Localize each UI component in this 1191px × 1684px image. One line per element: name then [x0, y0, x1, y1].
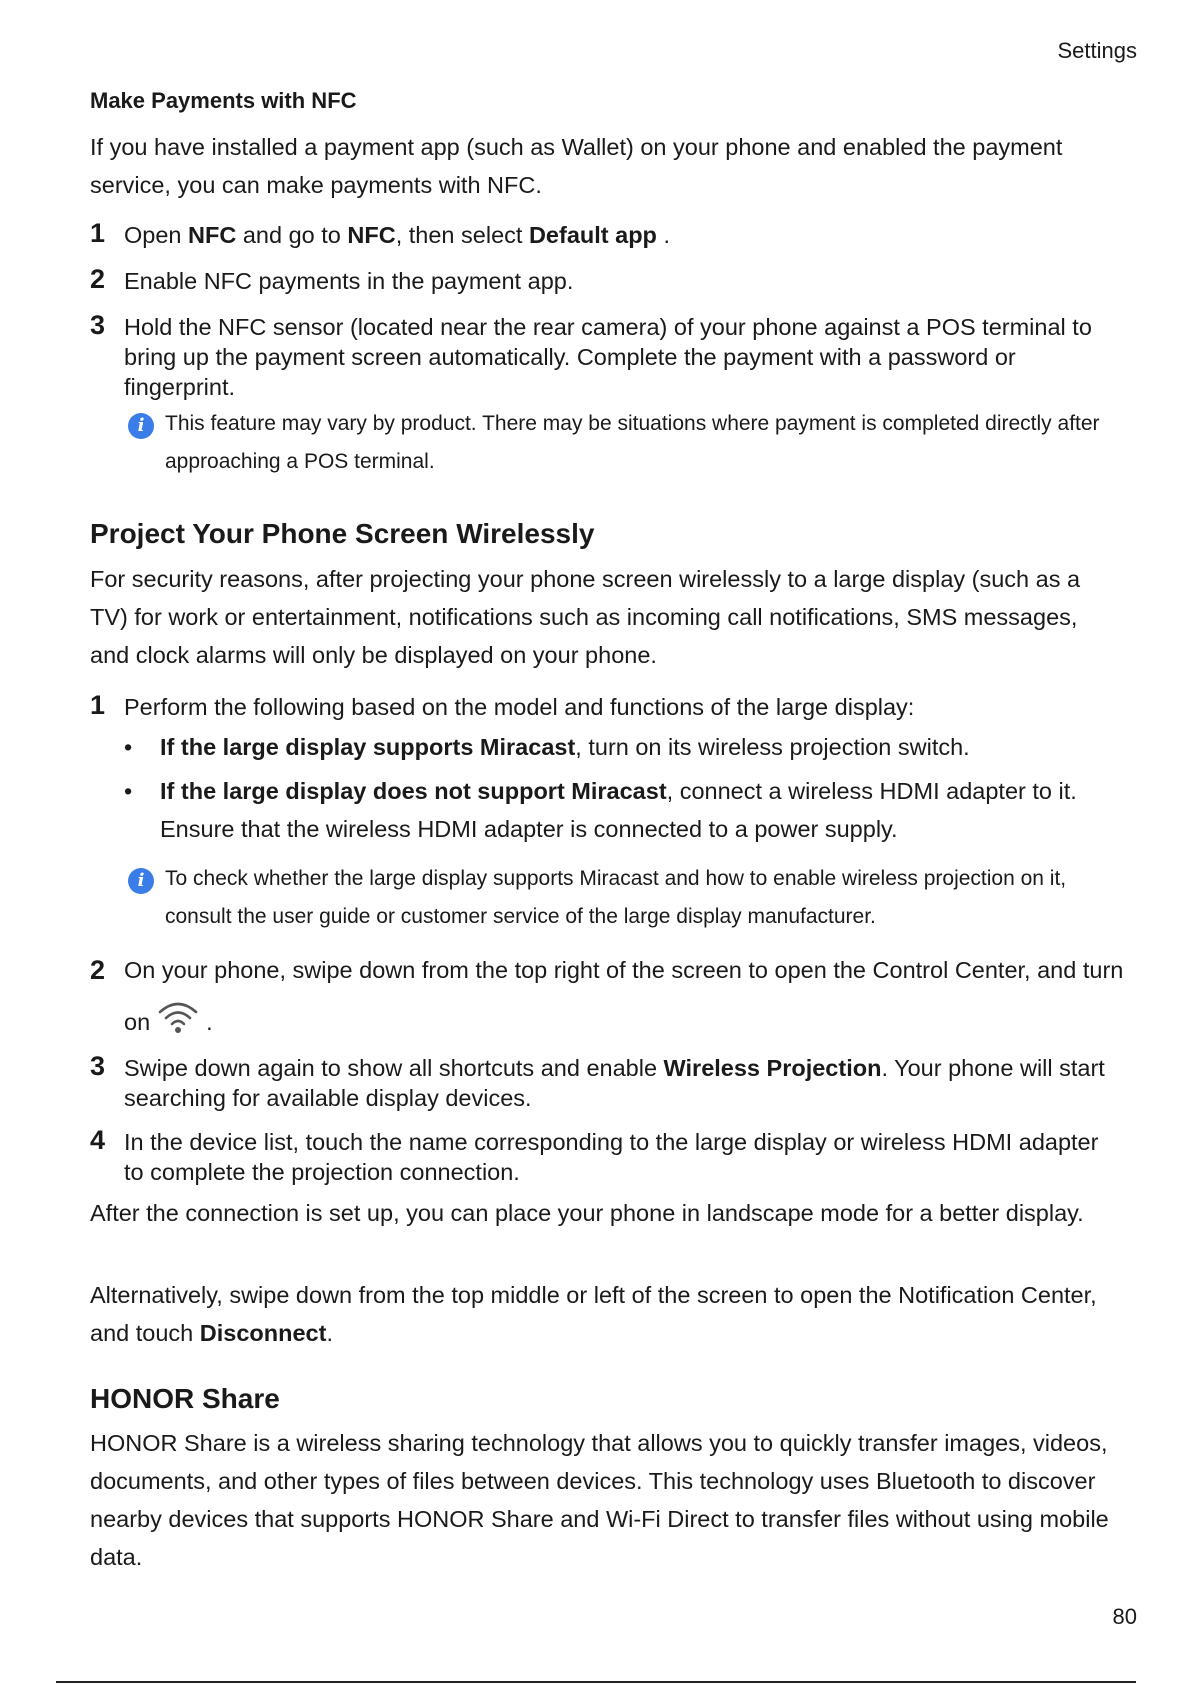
- honor-share-intro: HONOR Share is a wireless sharing technology that allows you to quickly transfer images, videos, documents, and other types of files between devices. This technology uses Bluetooth to discover nearby devices that supports HONOR Share and Wi-Fi Direct to transfer files without using mobile data.: [90, 1430, 1109, 1570]
- section-heading-honor-share: HONOR Share: [90, 1383, 280, 1414]
- bullet-dot: •: [124, 778, 133, 804]
- bullet-text: If the large display supports Miracast, turn on its wireless projection switch.: [160, 734, 970, 760]
- projection-intro: For security reasons, after projecting your phone screen wirelessly to a large display (such as a TV) for work or entertainment, notifications such as incoming call notifications, SMS messages, and clock alarms will only be displayed on your phone.: [90, 566, 1081, 668]
- wifi-icon: [156, 998, 200, 1054]
- step-number: 2: [90, 955, 106, 985]
- note-text: This feature may vary by product. There may be situations where payment is completed directly after approaching a POS terminal.: [165, 412, 1100, 473]
- step-text: Perform the following based on the model and functions of the large display:: [124, 694, 915, 720]
- step-text: In the device list, touch the name corresponding to the large display or wireless HDMI adapter to complete the projection connection.: [124, 1129, 1099, 1185]
- bullet-dot: •: [124, 734, 133, 760]
- page-number: 80: [1112, 1604, 1137, 1629]
- projection-alternative-text: Alternatively, swipe down from the top middle or left of the screen to open the Notification Center, and touch Disconnect.: [90, 1282, 1097, 1346]
- note-text: To check whether the large display supports Miracast and how to enable wireless projection on it, consult the user guide or customer service of the large display manufacturer.: [165, 867, 1067, 928]
- step-number: 4: [90, 1125, 106, 1155]
- step-number: 1: [90, 690, 106, 720]
- step-number: 2: [90, 264, 106, 294]
- nfc-intro: If you have installed a payment app (such as Wallet) on your phone and enabled the payment service, you can make payments with NFC.: [90, 134, 1063, 198]
- projection-after-text: After the connection is set up, you can place your phone in landscape mode for a better display.: [90, 1200, 1084, 1226]
- page-header: Settings: [1057, 38, 1137, 63]
- info-icon: i: [128, 868, 154, 894]
- step-text: Enable NFC payments in the payment app.: [124, 268, 574, 294]
- info-icon: i: [128, 413, 154, 439]
- bullet-text: If the large display does not support Miracast, connect a wireless HDMI adapter to it. Ensure that the wireless HDMI adapter is connected to a power supply.: [160, 778, 1077, 842]
- step-text: Hold the NFC sensor (located near the rear camera) of your phone against a POS terminal to bring up the payment screen automatically. Complete the payment with a password or fingerprint.: [124, 314, 1092, 400]
- step-number: 3: [90, 1051, 106, 1081]
- footer-divider: [56, 1681, 1136, 1683]
- step-number: 3: [90, 310, 106, 340]
- section-heading-nfc: Make Payments with NFC: [90, 88, 357, 113]
- step-text: On your phone, swipe down from the top right of the screen to open the Control Center, and turn on .: [124, 944, 1124, 1054]
- step-text: Open NFC and go to NFC, then select Default app .: [124, 222, 670, 248]
- step-number: 1: [90, 218, 106, 248]
- section-heading-projection: Project Your Phone Screen Wirelessly: [90, 518, 595, 549]
- step-text: Swipe down again to show all shortcuts and enable Wireless Projection. Your phone will start searching for available display devices.: [124, 1055, 1105, 1111]
